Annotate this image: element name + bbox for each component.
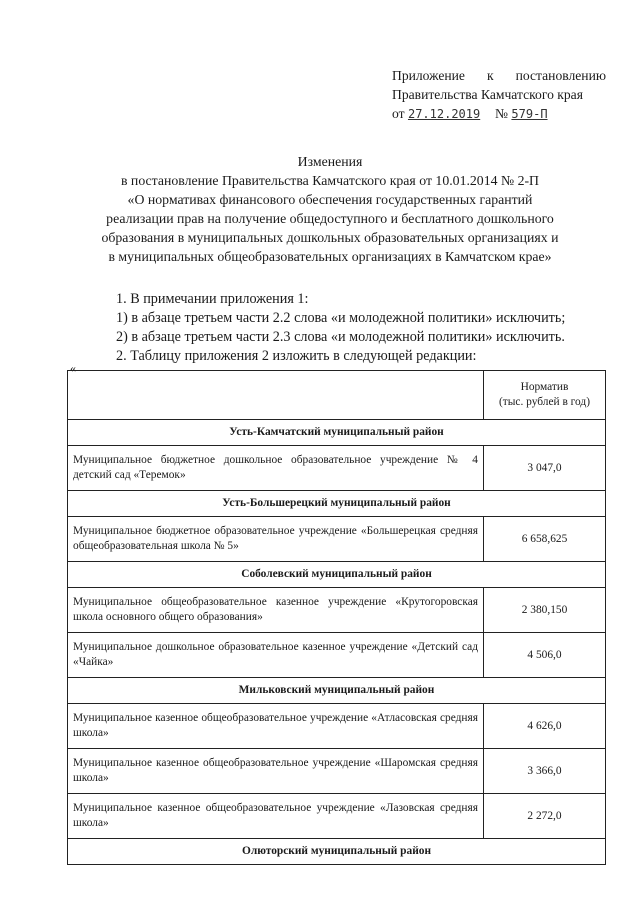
header-blank-cell <box>68 371 484 420</box>
paragraph-4: 2. Таблицу приложения 2 изложить в следующей редакции: <box>116 348 477 364</box>
district-name: Мильковский муниципальный район <box>68 678 606 704</box>
institution-name: Муниципальное казенное общеобразовательное учреждение «Атласовская средняя школа» <box>68 704 484 749</box>
institution-name: Муниципальное бюджетное дошкольное образовательное учреждение № 4 детский сад «Теремок» <box>68 446 484 491</box>
norm-value: 2 380,150 <box>484 588 606 633</box>
institution-name: Муниципальное общеобразовательное казенное учреждение «Крутогоровская школа основного общего образования» <box>68 588 484 633</box>
appendix-block <box>392 66 606 124</box>
table-row <box>68 704 606 749</box>
from-label: от <box>392 106 405 121</box>
paragraph-2: 1) в абзаце третьем части 2.2 слова «и молодежной политики» исключить; <box>116 310 566 326</box>
district-name: Соболевский муниципальный район <box>68 562 606 588</box>
district-row <box>68 678 606 704</box>
norm-value: 2 272,0 <box>484 794 606 839</box>
norm-table <box>67 370 606 865</box>
decree-number: 579-П <box>511 107 548 121</box>
district-row <box>68 491 606 517</box>
appendix-line-1: Приложение к постановлению <box>392 68 606 83</box>
district-row <box>68 839 606 865</box>
heading-line: образования в муниципальных дошкольных образовательных организациях и <box>101 230 559 245</box>
institution-name: Муниципальное казенное общеобразовательное учреждение «Лазовская средняя школа» <box>68 794 484 839</box>
table-row <box>68 446 606 491</box>
district-row <box>68 562 606 588</box>
body-text <box>83 290 613 366</box>
header-norm-cell <box>484 371 606 420</box>
paragraph-3: 2) в абзаце третьем части 2.3 слова «и молодежной политики» исключить. <box>116 329 565 345</box>
table-row <box>68 517 606 562</box>
table-row <box>68 794 606 839</box>
heading-line: в постановление Правительства Камчатского края от 10.01.2014 № 2-П <box>120 173 540 188</box>
number-label: № <box>495 106 509 121</box>
table-header-row <box>68 371 606 420</box>
header-norm-unit: (тыс. рублей в год) <box>498 396 591 408</box>
norm-value: 6 658,625 <box>484 517 606 562</box>
decree-date-line <box>392 104 606 124</box>
district-name: Олюторский муниципальный район <box>68 839 606 865</box>
heading-line: реализации прав на получение общедоступного и бесплатного дошкольного <box>106 211 554 226</box>
table-row <box>68 588 606 633</box>
decree-date: 27.12.2019 <box>407 107 481 121</box>
table-row <box>68 633 606 678</box>
header-norm-title: Норматив <box>520 381 569 393</box>
norm-value: 3 047,0 <box>484 446 606 491</box>
document-heading <box>60 152 600 266</box>
heading-title: Изменения <box>297 154 363 169</box>
institution-name: Муниципальное бюджетное образовательное учреждение «Большерецкая средняя общеобразовательная школа № 5» <box>68 517 484 562</box>
district-name: Усть-Большерецкий муниципальный район <box>68 491 606 517</box>
norm-value: 4 626,0 <box>484 704 606 749</box>
institution-name: Муниципальное казенное общеобразовательное учреждение «Шаромская средняя школа» <box>68 749 484 794</box>
paragraph-1: 1. В примечании приложения 1: <box>116 291 309 307</box>
table-row <box>68 749 606 794</box>
opening-quote: « <box>70 361 76 375</box>
institution-name: Муниципальное дошкольное образовательное казенное учреждение «Детский сад «Чайка» <box>68 633 484 678</box>
district-row <box>68 420 606 446</box>
heading-line: «О нормативах финансового обеспечения государственных гарантий <box>127 192 533 207</box>
norm-value: 3 366,0 <box>484 749 606 794</box>
appendix-line-2: Правительства Камчатского края <box>392 87 583 102</box>
norm-value: 4 506,0 <box>484 633 606 678</box>
district-name: Усть-Камчатский муниципальный район <box>68 420 606 446</box>
heading-line: в муниципальных общеобразовательных организациях в Камчатском крае» <box>108 249 552 264</box>
